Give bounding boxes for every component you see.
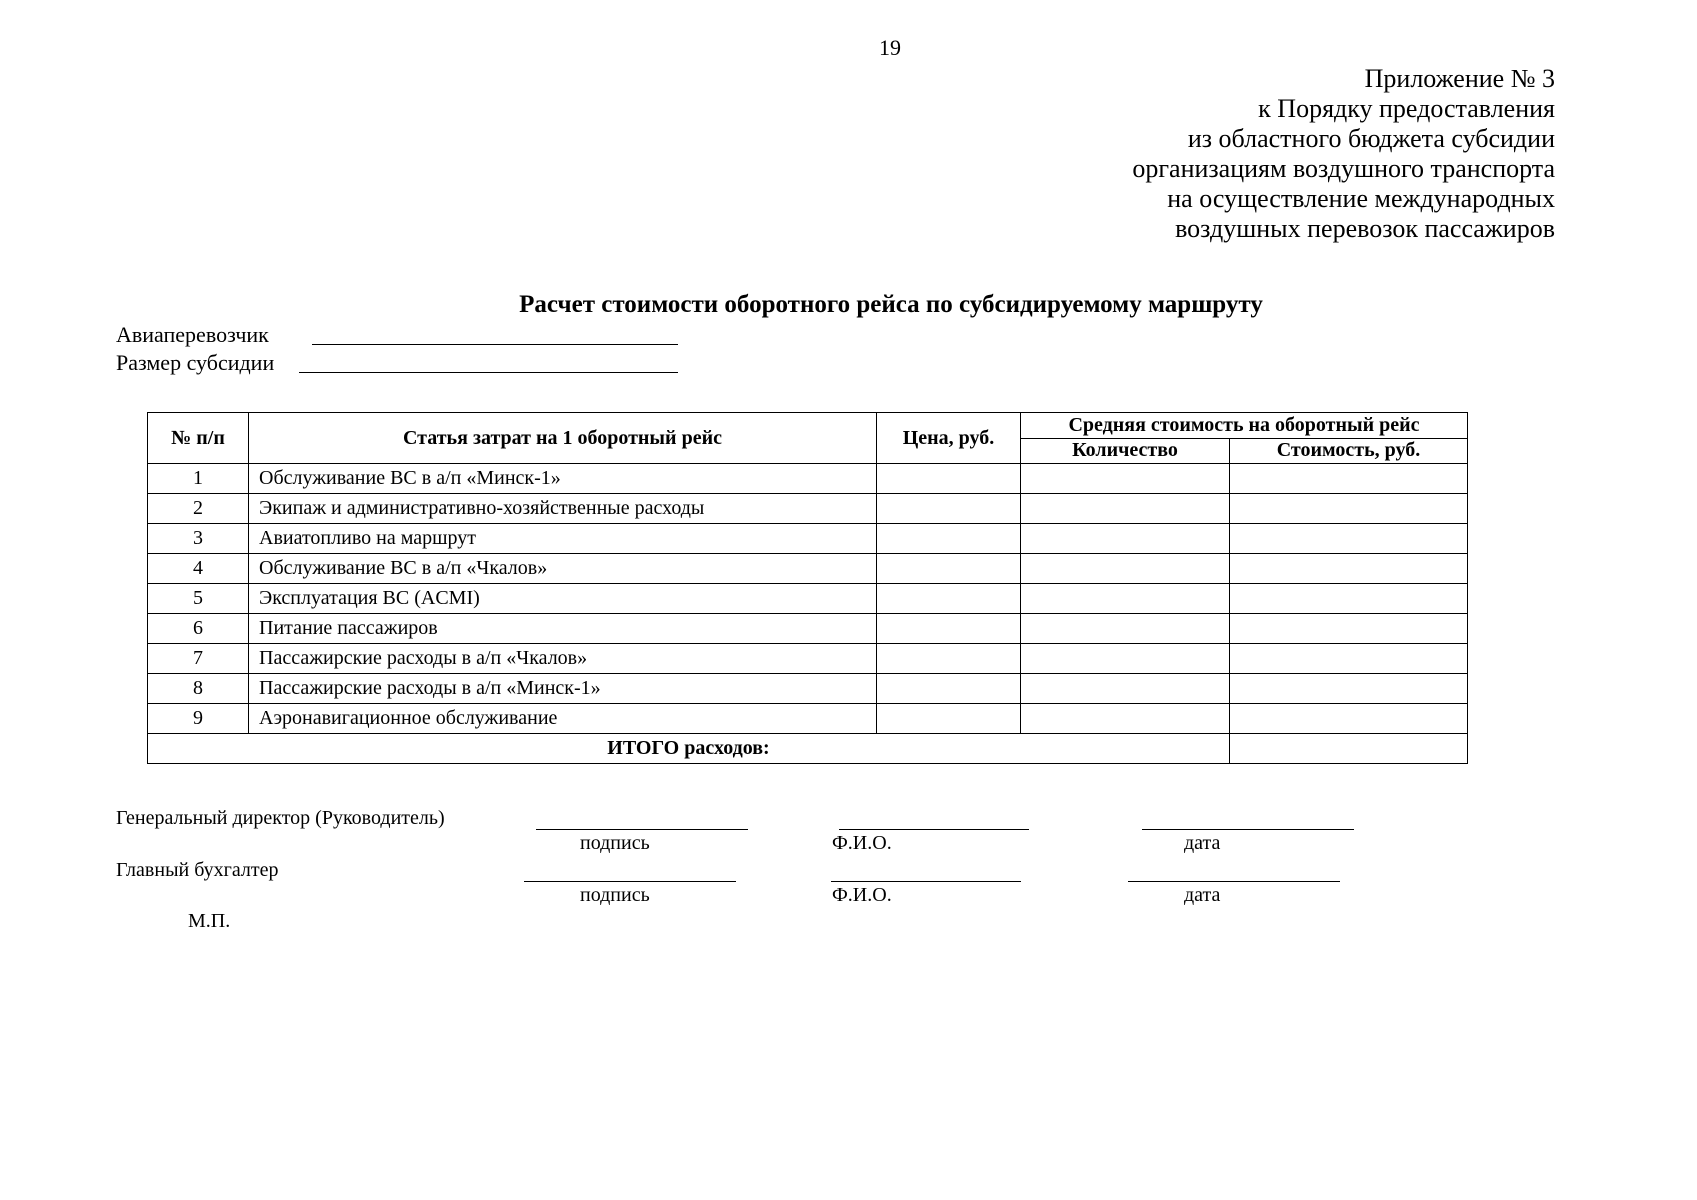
cost-cell[interactable] [1230,644,1468,674]
director-signature-caption: подпись [580,832,650,854]
quantity-cell[interactable] [1021,494,1230,524]
accountant-name-line[interactable] [831,881,1021,882]
price-cell[interactable] [877,524,1021,554]
row-number: 4 [148,554,249,584]
row-item: Экипаж и административно-хозяйственные расходы [249,494,877,524]
price-cell[interactable] [877,554,1021,584]
row-item: Обслуживание ВС в а/п «Чкалов» [249,554,877,584]
table-row [148,704,1468,734]
page-number: 19 [879,35,901,60]
director-date-line[interactable] [1142,829,1354,830]
price-cell[interactable] [877,464,1021,494]
price-cell[interactable] [877,704,1021,734]
table-row [148,674,1468,704]
row-item: Аэронавигационное обслуживание [249,704,877,734]
header-item: Статья затрат на 1 оборотный рейс [249,413,877,464]
row-item: Авиатопливо на маршрут [249,524,877,554]
accountant-signature-caption: подпись [580,884,650,906]
table-row [148,494,1468,524]
cost-cell[interactable] [1230,494,1468,524]
cost-cell[interactable] [1230,704,1468,734]
appendix-line: из областного бюджета субсидии [1187,124,1555,153]
row-item: Эксплуатация ВС (ACMI) [249,584,877,614]
director-signature-line[interactable] [536,829,748,830]
total-row [148,734,1468,764]
price-cell[interactable] [877,584,1021,614]
total-label: ИТОГО расходов: [148,734,1230,764]
header-number: № п/п [148,413,249,464]
row-number: 6 [148,614,249,644]
accountant-date-line[interactable] [1128,881,1340,882]
director-label: Генеральный директор (Руководитель) [116,807,445,829]
accountant-date-caption: дата [1184,884,1221,906]
cost-cell[interactable] [1230,554,1468,584]
quantity-cell[interactable] [1021,464,1230,494]
row-number: 9 [148,704,249,734]
cost-cell[interactable] [1230,524,1468,554]
subsidy-field [116,350,274,376]
appendix-header [1132,64,1555,244]
document-title: Расчет стоимости оборотного рейса по субсидируемому маршруту [519,291,1263,318]
carrier-blank-line[interactable] [312,344,678,345]
table-row [148,614,1468,644]
row-item: Пассажирские расходы в а/п «Чкалов» [249,644,877,674]
cost-cell[interactable] [1230,584,1468,614]
table-row [148,644,1468,674]
appendix-line: Приложение № 3 [1364,64,1555,93]
subsidy-blank-line[interactable] [299,372,678,373]
header-cost: Стоимость, руб. [1230,438,1468,464]
price-cell[interactable] [877,674,1021,704]
price-cell[interactable] [877,494,1021,524]
carrier-field [116,322,269,348]
row-number: 8 [148,674,249,704]
row-item: Пассажирские расходы в а/п «Минск-1» [249,674,877,704]
table-row [148,524,1468,554]
appendix-line: воздушных перевозок пассажиров [1175,214,1555,243]
director-date-caption: дата [1184,832,1221,854]
table-row [148,584,1468,614]
cost-cell[interactable] [1230,614,1468,644]
header-price: Цена, руб. [877,413,1021,464]
appendix-line: организациям воздушного транспорта [1132,154,1555,183]
accountant-label: Главный бухгалтер [116,859,279,881]
accountant-signature-line[interactable] [524,881,736,882]
appendix-line: к Порядку предоставления [1258,94,1555,123]
director-name-caption: Ф.И.О. [832,832,892,854]
appendix-line: на осуществление международных [1167,184,1555,213]
cost-table [147,412,1468,764]
accountant-name-caption: Ф.И.О. [832,884,892,906]
table-row [148,554,1468,584]
carrier-label: Авиаперевозчик [116,322,269,347]
price-cell[interactable] [877,614,1021,644]
row-number: 3 [148,524,249,554]
quantity-cell[interactable] [1021,524,1230,554]
price-cell[interactable] [877,644,1021,674]
stamp-placeholder: М.П. [188,910,231,932]
quantity-cell[interactable] [1021,704,1230,734]
row-number: 2 [148,494,249,524]
header-quantity: Количество [1021,438,1230,464]
quantity-cell[interactable] [1021,644,1230,674]
director-name-line[interactable] [839,829,1029,830]
cost-cell[interactable] [1230,464,1468,494]
row-item: Питание пассажиров [249,614,877,644]
row-number: 5 [148,584,249,614]
header-average-group: Средняя стоимость на оборотный рейс [1021,413,1468,439]
quantity-cell[interactable] [1021,614,1230,644]
row-number: 7 [148,644,249,674]
quantity-cell[interactable] [1021,674,1230,704]
quantity-cell[interactable] [1021,554,1230,584]
total-cost-cell[interactable] [1230,734,1468,764]
row-item: Обслуживание ВС в а/п «Минск-1» [249,464,877,494]
table-row [148,464,1468,494]
cost-cell[interactable] [1230,674,1468,704]
row-number: 1 [148,464,249,494]
quantity-cell[interactable] [1021,584,1230,614]
subsidy-label: Размер субсидии [116,350,275,375]
